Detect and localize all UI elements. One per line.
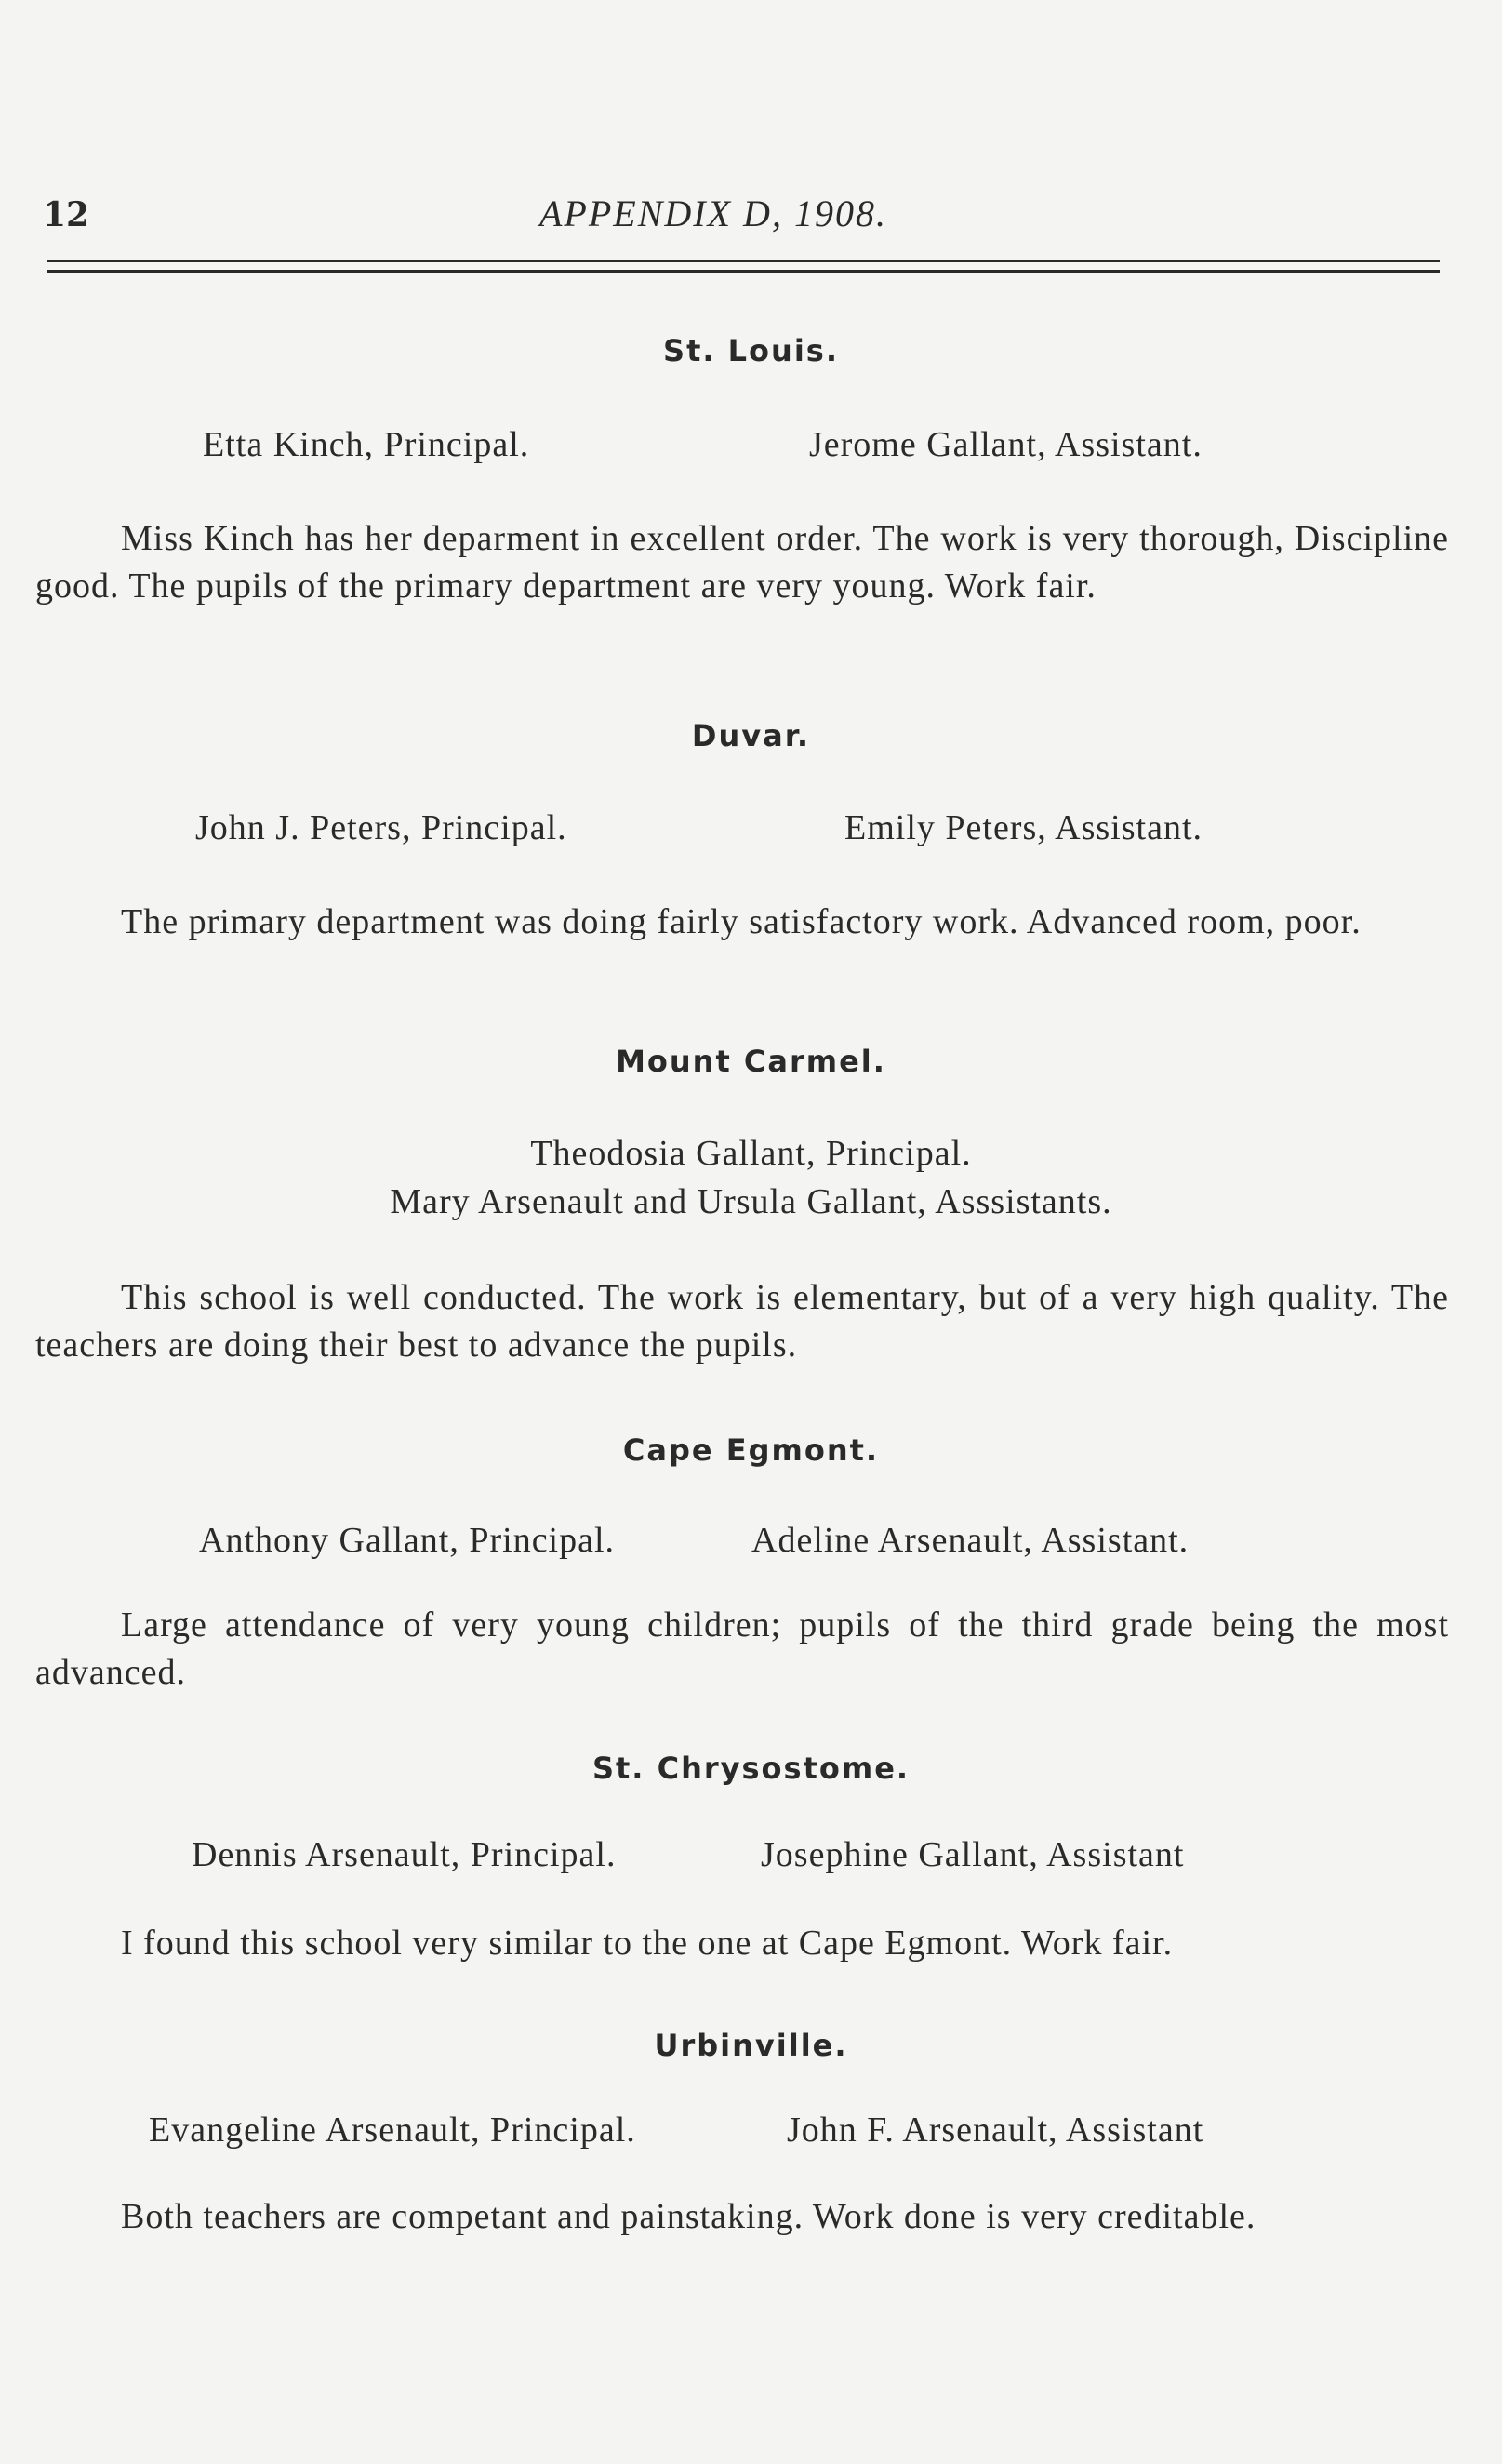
principal-st-louis: Etta Kinch, Principal. — [203, 425, 530, 464]
report-cape-egmont: Large attendance of very young children; pupils of the third grade being the most advanced. — [35, 1605, 1449, 1692]
assistant-duvar: Emily Peters, Assistant. — [844, 808, 1203, 847]
section-heading-st-chrysostome: St. Chrysostome. — [591, 1751, 911, 1786]
assistant-st-chrysostome: Josephine Gallant, Assistant — [761, 1835, 1185, 1874]
principal-st-chrysostome: Dennis Arsenault, Principal. — [192, 1835, 617, 1874]
report-urbinville: Both teachers are competant and painstaking. Work done is very creditable. — [121, 2197, 1256, 2236]
page-number: 12 — [43, 195, 90, 234]
header-rule-thick — [47, 270, 1440, 273]
running-title: APPENDIX D, 1908. — [539, 193, 887, 234]
assistant-cape-egmont: Adeline Arsenault, Assistant. — [751, 1521, 1190, 1560]
assistant-st-louis: Jerome Gallant, Assistant. — [809, 425, 1203, 464]
principal-duvar: John J. Peters, Principal. — [195, 808, 567, 847]
section-heading-cape-egmont: Cape Egmont. — [622, 1432, 880, 1468]
principal-cape-egmont: Anthony Gallant, Principal. — [199, 1521, 616, 1560]
section-heading-st-louis: St. Louis. — [663, 333, 839, 368]
principal-urbinville: Evangeline Arsenault, Principal. — [149, 2111, 636, 2150]
report-st-chrysostome: I found this school very similar to the one at Cape Egmont. Work fair. — [121, 1924, 1174, 1963]
report-duvar: The primary department was doing fairly satisfactory work. Advanced room, poor. — [121, 902, 1362, 941]
section-heading-duvar: Duvar. — [691, 718, 811, 753]
assistant-mount-carmel: Mary Arsenault and Ursula Gallant, Asssistants. — [390, 1182, 1112, 1221]
report-st-louis: Miss Kinch has her deparment in excellent order. The work is very thorough, Discipline good. The pupils of the primary department are very young. Work fair. — [35, 519, 1449, 606]
assistant-urbinville: John F. Arsenault, Assistant — [787, 2111, 1204, 2150]
section-heading-mount-carmel: Mount Carmel. — [616, 1044, 886, 1079]
header-rule-thin — [47, 260, 1440, 262]
principal-mount-carmel: Theodosia Gallant, Principal. — [530, 1134, 972, 1173]
section-heading-urbinville: Urbinville. — [654, 2028, 848, 2063]
report-mount-carmel: This school is well conducted. The work is elementary, but of a very high quality. The teachers are doing their best to advance the pupils. — [35, 1278, 1449, 1365]
